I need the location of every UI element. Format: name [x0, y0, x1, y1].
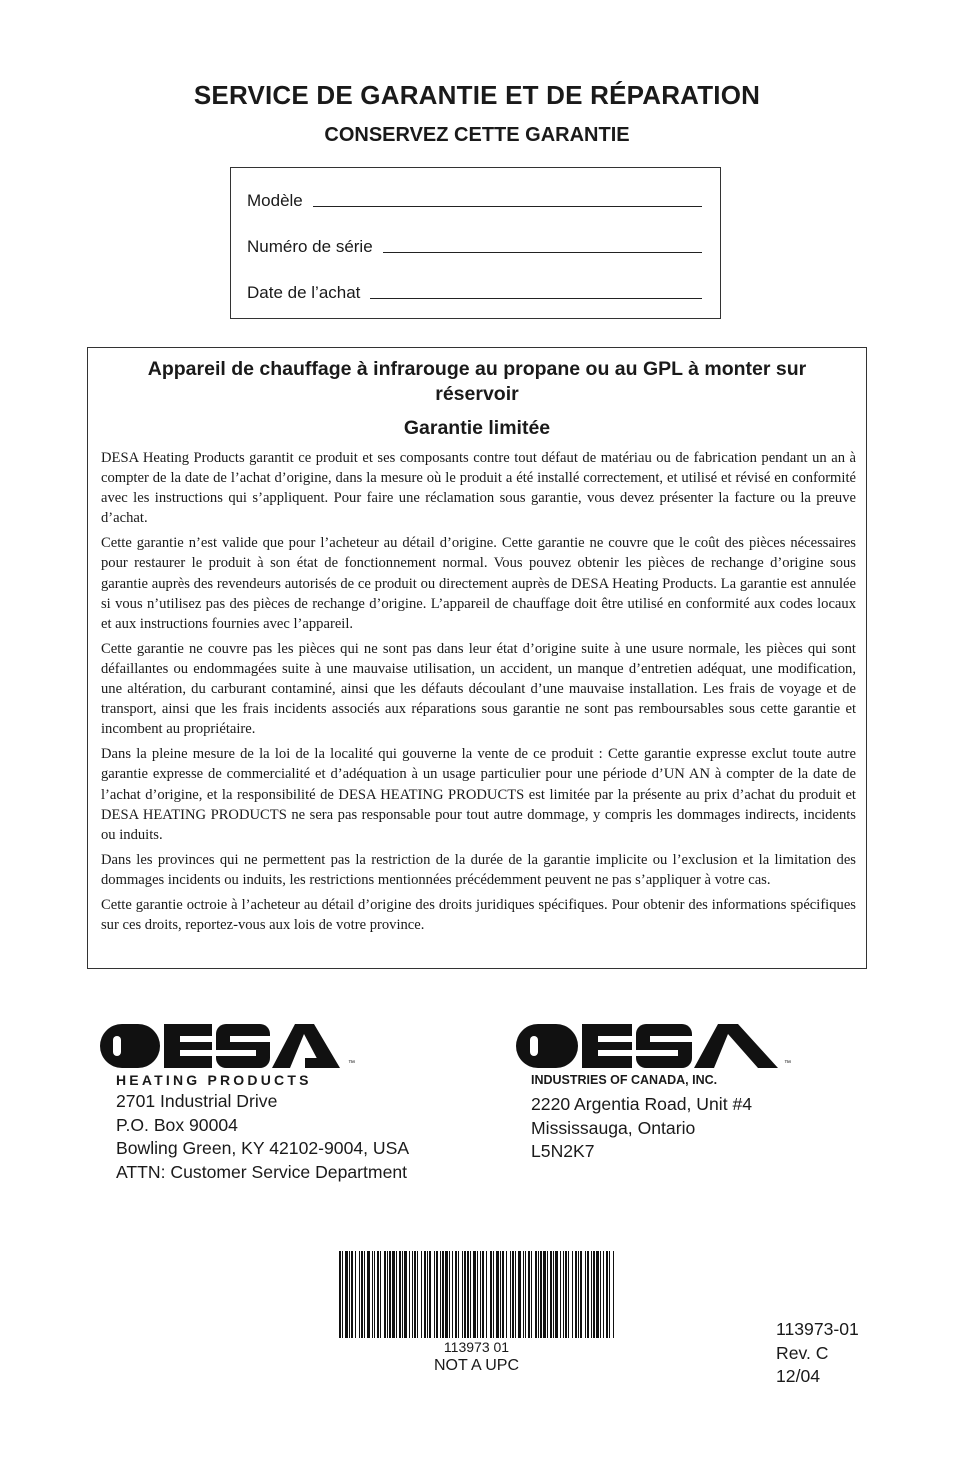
address-us [116, 1090, 409, 1184]
purchase-date-row [247, 279, 702, 303]
address-line: L5N2K7 [531, 1141, 595, 1161]
model-label: Modèle [247, 191, 303, 210]
address-line: ATTN: Customer Service Department [116, 1161, 408, 1182]
document-reference [776, 1318, 859, 1389]
address-line: 2701 Industrial Drive [116, 1091, 278, 1111]
warranty-paragraph: Cette garantie octroie à l’acheteur au détail d’origine des droits juridiques spécifiques. Pour obtenir des informations spécifiques sur ces droits, reportez-vous aux lois de votre province. [101, 896, 856, 934]
address-canada [531, 1093, 752, 1164]
warranty-paragraph: Cette garantie ne couvre pas les pièces qui ne sont pas dans leur état d’origine suite à une usure normale, les pièces qui sont défaillantes ou endommagées suite à une mauvaise utilisation, un accident, un manque d’entretien adéquat, une modification, une altération, du carburant contaminé, ainsi que les défauts découlant d’une mauvaise installation. Les frais de voyage et de transport, ainsi que les frais incidents associés aux réparations sous garantie ne sont pas remboursables sous cette garantie et incombent au propriétaire. [101, 640, 856, 738]
warranty-text [101, 448, 856, 940]
barcode-icon [338, 1251, 615, 1338]
warranty-paragraph: Cette garantie n’est valide que pour l’acheteur au détail d’origine. Cette garantie ne couvre que le coût des pièces nécessaires pour restaurer le produit à son état de fonctionnement normal. Vous pouvez obtenir les pièces de rechange d’origine sous garantie auprès des revendeurs autorisés de ce produit ou directement auprès de DESA Heating Products. La garantie est annulée si vous n’utilisez pas des pièces de rechange d’origine. L’appareil de chauffage doit être utilisé en conformité aux codes locaux et aux instructions fournies avec l’appareil. [101, 535, 856, 632]
serial-row [247, 233, 702, 257]
purchase-date-label: Date de l’achat [247, 283, 361, 302]
address-line: Mississauga, Ontario [531, 1117, 696, 1138]
warranty-box [87, 347, 867, 969]
warranty-paragraph: Dans la pleine mesure de la loi de la localité qui gouverne la vente de ce produit : Cette garantie expresse exclut toute autre garantie expresse de commercialité et d’adéquation à un usage particulier pour une période d’UN AN à compter de la date de l’achat d’origine, et la responsibilité de DESA HEATING PRODUCTS est limitée par la présente au prix d’achat du produit et DESA HEATING PRODUCTS ne sera pas responsable pour tout autre dommage, y compris les dommages indirects, incidents ou induits. [101, 746, 856, 843]
logo-tagline-heating: HEATING PRODUCTS [116, 1072, 312, 1088]
trademark-symbol: ™ [784, 1060, 791, 1067]
part-number: 113973-01 [776, 1319, 859, 1339]
registration-box [230, 167, 721, 319]
logo-tagline-canada: INDUSTRIES OF CANADA, INC. [531, 1073, 718, 1087]
page-subtitle: CONSERVEZ CETTE GARANTIE [324, 124, 630, 146]
barcode-number: 113973 01 [443, 1339, 510, 1355]
address-line: P.O. Box 90004 [116, 1114, 238, 1135]
purchase-date-field-line[interactable] [370, 297, 702, 299]
warranty-paragraph: Dans les provinces qui ne permettent pas la restriction de la durée de la garantie implicite ou l’exclusion et la limitation des dommages incidents ou induits, les restrictions mentionnées précédemment peuvent ne pas s’appliquer à votre cas. [101, 851, 856, 888]
barcode-note: NOT A UPC [433, 1357, 520, 1374]
address-line: Bowling Green, KY 42102-9004, USA [116, 1138, 410, 1158]
desa-logo-mark-icon [100, 1020, 355, 1070]
model-row [247, 187, 702, 211]
page-title: SERVICE DE GARANTIE ET DE RÉPARATION [193, 80, 761, 110]
warranty-paragraph: DESA Heating Products garantit ce produit et ses composants contre tout défaut de matériau ou de fabrication pendant un an à compter de la date de l’achat d’origine, dans la mesure où le produit a été installé correctement, et utilisé et révisé en conformité avec les instructions qui s’appliquent. Pour faire une réclamation sous garantie, vous devez présenter la facture ou la preuve d’achat. [101, 450, 856, 527]
serial-label: Numéro de série [247, 237, 373, 256]
desa-canada-logo [516, 1020, 791, 1070]
revision: Rev. C [776, 1342, 829, 1363]
address-line: 2220 Argentia Road, Unit #4 [531, 1094, 753, 1114]
warranty-heading: Appareil de chauffage à infrarouge au propane ou au GPL à monter sur réservoir [147, 358, 807, 405]
desa-logo-mark-icon [516, 1020, 786, 1070]
desa-heating-logo [100, 1020, 355, 1070]
warranty-subheading: Garantie limitée [403, 417, 551, 439]
document-date: 12/04 [776, 1366, 821, 1386]
trademark-symbol: ™ [348, 1060, 355, 1067]
serial-field-line[interactable] [383, 251, 702, 253]
model-field-line[interactable] [313, 205, 702, 207]
